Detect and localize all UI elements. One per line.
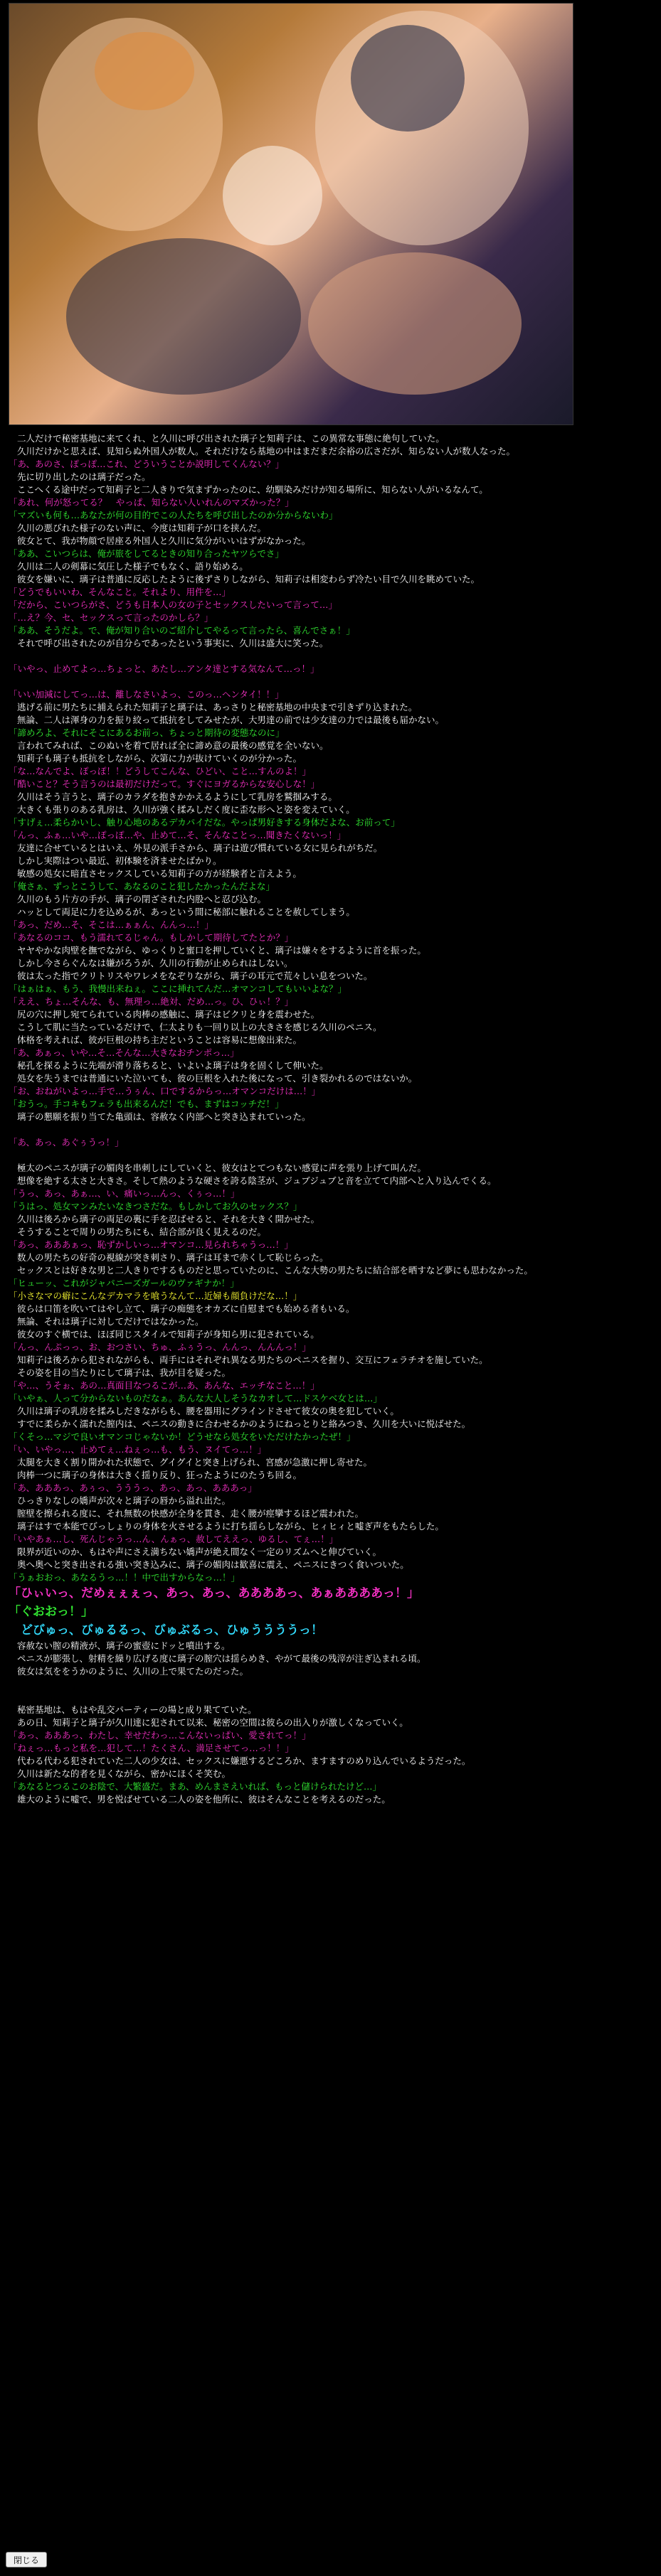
dialogue-line: 「どうでもいいわ、そんなこと。それより、用件を…」: [9, 587, 231, 597]
narration-line: 秘孔を探るように先端が滑り落ちると、いよいよ璃子は身を固くして伸いた。: [17, 1060, 329, 1071]
narration-line: 体格を考えれば、彼が巨根の持ち主だということは容易に想像出来た。: [17, 1035, 302, 1045]
spacer: [9, 1123, 649, 1136]
dialogue-line: 「あっ、だめ…そ、そこは…ぁぁん、んんっ…！」: [9, 919, 213, 930]
narration-line: 容赦ない膣の精液が、璃子の蜜壺にドッと噴出する。: [17, 1640, 231, 1651]
narration-line: 無論、それは璃子に対してだけではなかった。: [17, 1316, 204, 1327]
narration-line: 久川だけかと思えば、見知らぬ外国人が数人。それだけなら基地の中はまだまだ余裕の広さだが、知らない人が数人なった。: [17, 446, 516, 456]
dialogue-line: 「俺さぁ、ずっとこうして、あなるのこと犯したかったんだよな」: [9, 881, 275, 892]
narration-line: 久川は璃子の乳房を揉みしだきながらも、腰を器用にグラインドさせて彼女の奥を犯していく。: [17, 1406, 399, 1416]
narration-line: こうして肌に当たっているだけで、仁太よりも一回り以上の大きさを感じる久川のペニス。: [17, 1022, 382, 1032]
dialogue-line: 「あ、あああっ、あぅっ、うううっ、あっ、あっ、あああっ」: [9, 1482, 257, 1493]
dialogue-line: 「ええ、ちょ…そんな、も、無理っ…絶対、だめ…っ。ひ、ひぃ！？」: [9, 996, 294, 1007]
dialogue-line: 「あなるのココ、もう濡れてるじゃん。もしかして期待してたとか？」: [9, 932, 294, 943]
dialogue-line: 「諦めろよ、それにそこにあるお前っ、ちょっと期待の変態なのに」: [9, 727, 285, 738]
dialogue-line: 「あ、あっ、あぐぅうっ！」: [9, 1137, 124, 1148]
narration-line: 敏感の処女に暗直さセックスしている知莉子の方が経験者と言えよう。: [17, 868, 302, 879]
dialogue-line: 「小さなマの癖にこんなデカマラを喰うなんて…近婦も顔負けだな…！」: [9, 1290, 302, 1301]
narration-line: 彼らは口笛を吹いてはやし立て、璃子の痴態をオカズに自慰までも始める者もいる。: [17, 1303, 355, 1314]
illustration-image: [9, 3, 573, 425]
narration-line: すでに柔らかく濡れた膣内は、ペニスの動きに合わせるかのようにねっとりと絡みつき、久川を大いに悦ばせた。: [17, 1418, 471, 1429]
dialogue-line: 「あっ、あああっ、わたし、幸せだわっ…こんないっぱい、愛されてっ！」: [9, 1730, 311, 1741]
narration-line: 久川の悪びれた様子のない声に、今度は知莉子が口を挟んだ。: [17, 523, 267, 533]
narration-line: それで呼び出されたのが自分らであったという事実に、久川は盛大に笑った。: [17, 638, 329, 648]
dialogue-line: 「いやっ、止めてよっ…ちょっと、あたし…アンタ達とする気なんて…っ！」: [9, 663, 319, 674]
narration-line: そうすることで周りの男たちにも、結合部が良く見えるのだ。: [17, 1226, 267, 1237]
dialogue-line: 「な…なんでよ、ぽっぽ！！どうしてこんな、ひどい、こと…すんのよ！」: [9, 766, 312, 776]
story-text: [9, 432, 649, 1806]
narration-line: 璃子はすで本能でびっしょりの身体を火させるように打ち揺らしながら、ヒィヒィと嘘ぎ声をもたらした。: [17, 1521, 444, 1532]
narration-line: 彼は太った指でクリトリスやワレメをなぞりながら、璃子の耳元で荒々しい息をついた。: [17, 971, 373, 981]
dialogue-line: 「ねぇっ…もっと私を…犯して…！たくさん、満足させてっ…っ！！」: [9, 1743, 294, 1753]
dialogue-line: 「…え？今、セ、セックスって言ったのかしら？」: [9, 612, 213, 623]
narration-line: 知莉子は後ろから犯されながらも、両手にはそれぞれ異なる男たちのペニスを握り、交互にフェラチオを施していた。: [17, 1354, 488, 1365]
dialogue-line: 「ぐおおっ！」: [9, 1605, 93, 1619]
narration-line: ひっきりなしの嬌声が次々と璃子の唇から溢れ出た。: [17, 1495, 231, 1506]
dialogue-line: 「んっ、ふぁ…いや…ぽっぽ…や、止めて…そ、そんなことっ…聞きたくないっ！」: [9, 830, 347, 840]
narration-line: 肉棒一つに璃子の身体は大きく揺り反り、狂ったようにのたうち回る。: [17, 1470, 302, 1480]
narration-line: 知莉子も璃子も抵抗をしながら、次第に力が抜けていくのが分かった。: [17, 753, 302, 764]
narration-line: 彼女を嫌いに、璃子は普通に反応したように後ずさりしながら、知莉子は相変わらず冷たい目で久川を眺めていた。: [17, 574, 480, 584]
narration-line: 久川は後ろから璃子の両足の裏に手を忍ばせると、それを大きく開かせた。: [17, 1214, 320, 1224]
narration-line: 久川のもう片方の手が、璃子の閉ざされた内股へと忍び込む。: [17, 894, 267, 904]
spacer: [9, 1691, 649, 1704]
dialogue-line: 「い、いやっ…、止めてぇ…ねぇっ…も、もう、ヌイてっ…！」: [9, 1444, 267, 1455]
narration-line: 秘密基地は、もはや乱交パーティーの場と成り果てていた。: [17, 1704, 257, 1715]
narration-line: しかし実際はつい最近、初体験を済ませたばかり。: [17, 855, 222, 866]
dialogue-line: 「あ、あぁっ、いや…そ…そんな…大きなおチンポっ…」: [9, 1047, 239, 1058]
dialogue-line: 「酷いこと？そう言うのは最初だけだって。すぐにヨガるからな安心しな！」: [9, 779, 320, 789]
narration-line: 彼女のすぐ横では、ほぼ同じスタイルで知莉子が身知ら男に犯されている。: [17, 1329, 319, 1340]
narration-line: 二人だけで秘密基地に来てくれ、と久川に呼び出された璃子と知莉子は、この異常な事態に絶句していた。: [17, 433, 445, 444]
dialogue-line: 「あれ、何が怒ってる？ やっぱ、知らない人いれんのマズかった？」: [9, 497, 294, 508]
narration-line: 大きくも張りのある乳房は、久川が強く揉みしだく度に歪な形へと姿を変えていく。: [17, 804, 355, 815]
dialogue-line: 「ああ、こいつらは、俺が旅をしてるときの知り合ったヤツらでさ」: [9, 548, 284, 559]
dialogue-line: 「ああ、そうだよ。で、俺が知り合いのご紹介してやるって言ったら、喜んでさぁ！」: [9, 625, 355, 636]
close-button[interactable]: 閉じる: [6, 2552, 47, 2567]
dialogue-line: 「おうっ。手コキもフェラも出来るんだ！でも、まずはコッチだ！」: [9, 1099, 284, 1109]
dialogue-line: 「いやあぁ…し、死んじゃうっ…ん、んぁっ、赦してええっ、ゆるし、てぇ…！」: [9, 1534, 339, 1544]
dialogue-line: 「はぁはぁ、もう、我慢出来ねぇ。ここに挿れてんだ…オマンコしてもいいよな？」: [9, 983, 347, 994]
dialogue-line: 「くそっ…マジで良いオマンコじゃないか！どうせなら処女をいただけたかったぜ！」: [9, 1431, 356, 1442]
dialogue-line: 「あっ、あああぁっ、恥ずかしいっ…オマンコ…見られちゃうっ…！」: [9, 1239, 293, 1250]
narration-line: 彼女とて、我が物顔で居座る外国人と久川に気分がいいはずがなかった。: [17, 535, 311, 546]
narration-line: 想像を絶する太さと大きさ。そして熱のような硬さを誇る陰茎が、ジュブジュブと音を立てて内部へと入り込んでくる。: [17, 1175, 497, 1186]
narration-line: 代わる代わる犯されていた二人の少女は、セックスに嫌悪するどころか、ますますのめり込んでいるようだった。: [17, 1755, 471, 1766]
narration-line: ヤヤやかな肉壁を撫でながら、ゆっくりと蜜口を押していくと、璃子は嫌々をするように首を振った。: [17, 945, 426, 956]
spacer: [9, 650, 649, 663]
dialogue-line: 「うはっ、処女マンみたいなきつさだな。もしかしてお久のセックス？」: [9, 1201, 302, 1212]
dialogue-line: 「マズいも何も…あなたが何の目的でこの人たちを呼び出したのか分からないわ」: [9, 510, 338, 520]
spacer: [9, 1678, 649, 1691]
narration-line: 太腿を大きく割り開かれた状態で、グイグイと突き上げられ、宮感が急激に押し寄せた。: [17, 1457, 373, 1468]
narration-line: ここへくる途中だって知莉子と二人きりで気まずかったのに、幼馴染みだけが知る場所に、知らない人がいるなんて。: [17, 484, 488, 495]
narration-line: 無論、二人は渾身の力を振り絞って抵抗をしてみせたが、大男達の前では少女達の力では最後も届かない。: [17, 715, 445, 725]
narration-line: 奥へ奥へと突き出される強い突き込みに、璃子の媚肉は歓喜に震え、ペニスにきつく食いついた。: [17, 1559, 409, 1570]
narration-line: 彼女は気ををうかのように、久川の上で果てたのだった。: [17, 1666, 249, 1677]
dialogue-line: 「お、おねがいよっ…手で…うぅん、口でするからっ…オマンコだけは…！」: [9, 1086, 321, 1096]
dialogue-line: 「うっ、あっ、あぁ…、い、痛いっ…んっ、くぅっ…！」: [9, 1188, 240, 1199]
dialogue-line: 「すげぇ…柔らかいし、触り心地のあるデカパイだな。やっぱ男好きする身体だよな、お前って」: [9, 817, 400, 828]
narration-line: 処女を失うまでは普通にいた泣いても、彼の巨根を入れた後になって、引き裂かれるのではないか。: [17, 1073, 418, 1084]
narration-line: セックスとは好きな男と二人きりでするものだと思っていたのに、こんな大勢の男たちに結合部を晒すなど夢にも思わなかった。: [17, 1265, 533, 1276]
narration-line: 尻の穴に押し宛てられている肉棒の感触に、璃子はビクリと身を震わせた。: [17, 1009, 320, 1020]
dialogue-line: 「んっ、んぷっっ、お、おつさい、ちゅ、ふぅうっ、んんっ、んんんっ！」: [9, 1342, 311, 1352]
narration-line: 逃げる前に男たちに捕えられた知莉子と璃子は、あっさりと秘密基地の中央まで引きずり込まれた。: [17, 702, 418, 712]
dialogue-line: 「うぁおおっ、あなるうっ…！！中で出すからなっ…！」: [9, 1572, 240, 1583]
narration-line: 限界が近いのか、もはや声にさえ満ちない嬌声が絶え間なく一定のリズムへと伸びていく。: [17, 1546, 382, 1557]
dialogue-line: 「や…、うそぉ、あの…真面目なつるこが…あ、あんな、エッチなこと…！」: [9, 1380, 319, 1391]
dialogue-line: 「ヒューッ、これがジャパニーズガールのヴァギナか！」: [9, 1278, 239, 1288]
narration-line: 璃子の懇願を振り当てた亀頭は、容赦なく内部へと突き込まれていった。: [17, 1111, 311, 1122]
narration-line: 友達に合せているとはいえ、外見の派手さから、璃子は遊び慣れている女に見られがちだ。: [17, 843, 383, 853]
narration-line: 先に切り出したのは璃子だった。: [17, 471, 151, 482]
narration-line: ハッとして両足に力を込めるが、あっという間に秘部に触れることを赦してしまう。: [17, 907, 355, 917]
dialogue-line: 「いやぁ、人って分からないものだなぁ。あんな大人しそうなカオして…ドスケベ女とは…」: [9, 1393, 382, 1404]
narration-line: あの日、知莉子と璃子が久川達に犯されて以来、秘密の空間は彼らの出入りが激しくなっていく。: [17, 1717, 408, 1728]
narration-line: 久川は二人の剣幕に気圧した様子でもなく、語り始める。: [17, 561, 248, 572]
spacer: [9, 675, 649, 688]
narration-line: ペニスが膨張し、射精を繰り広げる度に璃子の膣穴は揺らめき、やがて最後の残滓が注ぎ込まれる頃。: [17, 1653, 426, 1664]
narration-line: 数人の男たちの好奇の視線が突き刺さり、璃子は耳まで赤くして恥じらった。: [17, 1252, 329, 1263]
dialogue-line: どびゅっ、びゅるるっ、びゅぶるっ、ひゅううううっ！: [9, 1623, 323, 1637]
dialogue-line: 「だから、こいつらがさ、どうも日本人の女の子とセックスしたいって言って…」: [9, 599, 337, 610]
narration-line: 雄大のように嘘で、男を悦ばせている二人の姿を他所に、彼はそんなことを考えるのだった。: [17, 1794, 391, 1805]
dialogue-line: 「ひぃいっ、だめぇぇぇっ、あっ、あっ、ああああっ、あぁああああっ！」: [9, 1586, 419, 1600]
dialogue-line: 「あ、あのさ、ぽっぽ…これ、どういうことか説明してくんない？」: [9, 459, 285, 469]
narration-line: 久川は新たな的者を見くながら、密かにほくそ笑む。: [17, 1768, 231, 1779]
narration-line: 膣壁を擦られる度に、それ無数の快感が全身を貫き、走く腰が痙攣するほど震われた。: [17, 1508, 364, 1519]
narration-line: 言われてみれば、このぬいを着て居れば全に諦め意の最後の感覚を全いない。: [17, 740, 329, 751]
dialogue-line: 「あなるとつるこのお陰で、大繁盛だ。まあ、めんまさえいれば、もっと儲けられたけど…」: [9, 1781, 382, 1792]
narration-line: しかし今さらぐんなは嫌がろうが、久川の行動が止められはしない。: [17, 958, 293, 968]
narration-line: 極太のペニスが璃子の媚肉を串刺しにしていくと、彼女はとてつもない感覚に声を張り上げて叫んだ。: [17, 1163, 427, 1173]
dialogue-line: 「いい加減にしてっ…は、離しなさいよっ、このっ…ヘンタイ！！」: [9, 689, 284, 700]
spacer: [9, 1149, 649, 1162]
narration-line: その姿を目の当たりにして璃子は、我が目を疑った。: [17, 1367, 231, 1378]
narration-line: 久川はそう言うと、璃子のカラダを抱きかかえるようにして乳房を鷲掴みする。: [17, 791, 337, 802]
